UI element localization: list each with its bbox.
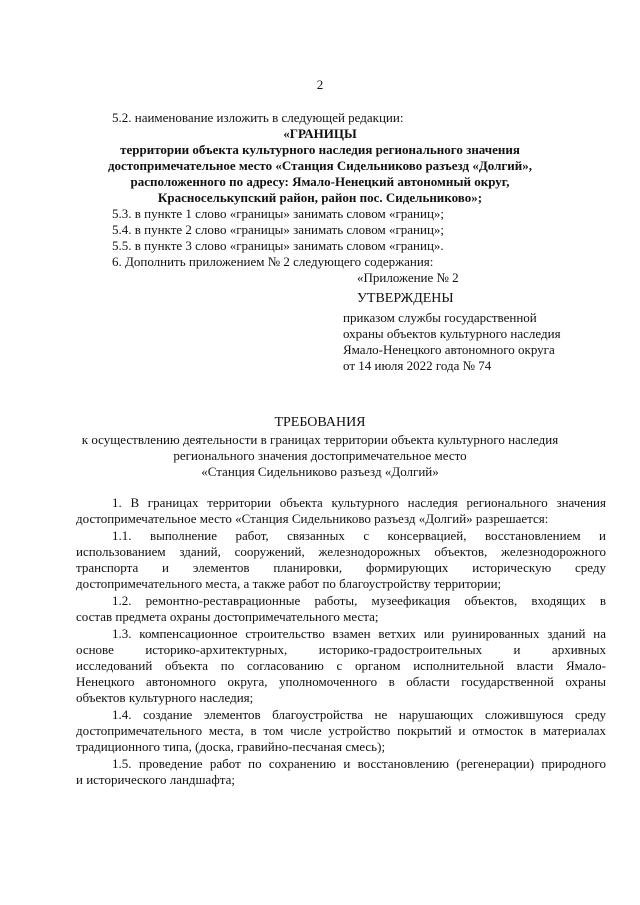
body-line-7: 1.2. ремонтно-реставрационные работы, музеефикация объектов, входящих в bbox=[112, 593, 606, 608]
appendix-line-3: Ямало-Ненецкого автономного округа bbox=[343, 342, 555, 357]
appendix-line-2: охраны объектов культурного наследия bbox=[343, 326, 561, 341]
appendix-line-1: приказом службы государственной bbox=[343, 310, 537, 325]
body-line-5: транспорта и элементов планировки, формирующих историческую среду bbox=[76, 560, 606, 575]
body-line-10: основе историко-архитектурных, историко-градостроительных и архивных bbox=[76, 642, 606, 657]
appendix-label: «Приложение № 2 bbox=[357, 270, 459, 285]
boundaries-title-3: достопримечательное место «Станция Сидельниково разъезд «Долгий», bbox=[107, 158, 533, 173]
item-5-4: 5.4. в пункте 2 слово «границы» занимать словом «границ»; bbox=[112, 222, 445, 237]
body-line-15: достопримечательного места, в том числе устройство покрытий и отмосток в материалах bbox=[76, 723, 606, 738]
item-5-5: 5.5. в пункте 3 слово «границы» занимать словом «границ». bbox=[112, 238, 444, 253]
item-5-3: 5.3. в пункте 1 слово «границы» занимать словом «границ»; bbox=[112, 206, 445, 221]
boundaries-title-2: территории объекта культурного наследия регионального значения bbox=[120, 142, 520, 157]
requirements-heading: ТРЕБОВАНИЯ bbox=[274, 415, 366, 430]
body-line-1: 1. В границах территории объекта культурного наследия регионального значения bbox=[112, 495, 606, 510]
page-number: 2 bbox=[316, 77, 324, 92]
body-line-6: достопримечательного места, а также работ по благоустройству территории; bbox=[76, 576, 502, 591]
body-line-9: 1.3. компенсационное строительство взамен ветхих или руинированных зданий на bbox=[112, 626, 606, 641]
item-5-2: 5.2. наименование изложить в следующей редакции: bbox=[112, 110, 404, 125]
item-6: 6. Дополнить приложением № 2 следующего содержания: bbox=[112, 254, 434, 269]
boundaries-title-4: расположенного по адресу: Ямало-Ненецкий автономный округ, bbox=[130, 174, 510, 189]
body-line-18: и исторического ландшафта; bbox=[76, 772, 235, 787]
body-line-17: 1.5. проведение работ по сохранению и восстановлению (регенерации) природного bbox=[112, 756, 606, 771]
body-line-8: состав предмета охраны достопримечательного места; bbox=[76, 609, 379, 624]
boundaries-title-1: «ГРАНИЦЫ bbox=[283, 126, 357, 141]
body-line-13: объектов культурного наследия; bbox=[76, 690, 254, 705]
body-line-3: 1.1. выполнение работ, связанных с консервацией, восстановлением и bbox=[112, 528, 606, 543]
body-line-12: Ненецкого автономного округа, уполномоченного в области государственной охраны bbox=[76, 674, 606, 689]
body-line-16: традиционного типа, (доска, гравийно-песчаная смесь); bbox=[76, 739, 386, 754]
appendix-line-4: от 14 июля 2022 года № 74 bbox=[343, 358, 492, 373]
requirements-subtitle-3: «Станция Сидельниково разъезд «Долгий» bbox=[201, 464, 439, 479]
body-line-14: 1.4. создание элементов благоустройства не нарушающих сложившуюся среду bbox=[112, 707, 606, 722]
requirements-subtitle-1: к осуществлению деятельности в границах территории объекта культурного наследия bbox=[81, 432, 559, 447]
appendix-approved: УТВЕРЖДЕНЫ bbox=[357, 291, 454, 306]
body-line-2: достопримечательное место «Станция Сидельниково разъезд «Долгий» разрешается: bbox=[76, 511, 549, 526]
body-line-11: исследований объекта по согласованию с органом исполнительной власти Ямало- bbox=[76, 658, 606, 673]
requirements-subtitle-2: регионального значения достопримечательное место bbox=[173, 448, 467, 463]
boundaries-title-5: Красноселькупский район, район пос. Сидельниково»; bbox=[157, 190, 483, 205]
body-line-4: использованием зданий, сооружений, железнодорожных объектов, железнодорожного bbox=[76, 544, 606, 559]
